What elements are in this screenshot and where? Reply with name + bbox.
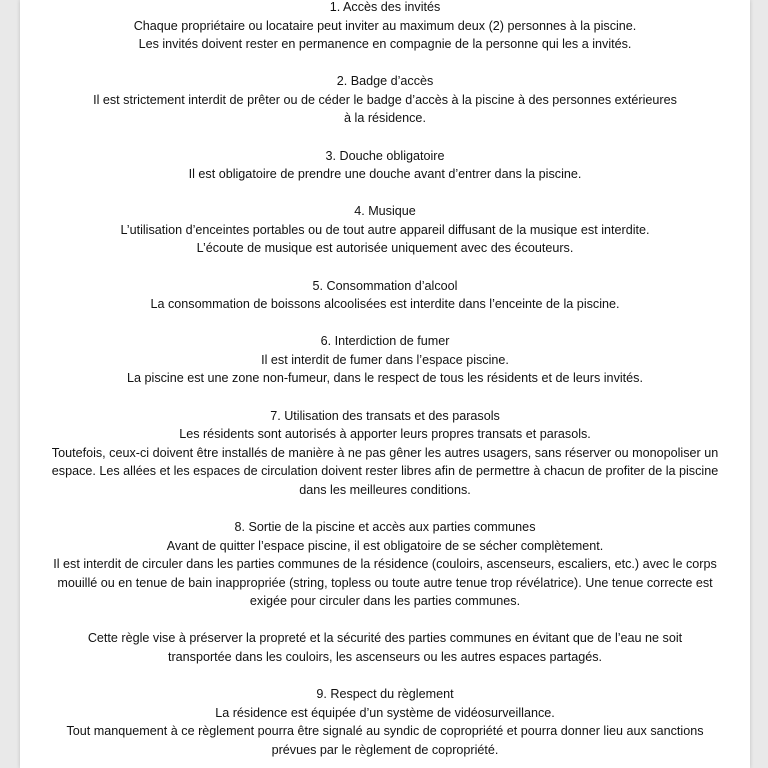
section-sunbeds-parasols (20, 407, 750, 500)
document-page (20, 0, 750, 768)
section-guest-access (20, 0, 750, 54)
section-title: 7. Utilisation des transats et des parasols (270, 408, 500, 423)
section-title: 1. Accès des invités (329, 0, 441, 14)
section-text: Avant de quitter l’espace piscine, il est obligatoire de se sécher complètement. (166, 538, 604, 553)
section-text: Les invités doivent rester en permanence en compagnie de la personne qui les a invités. (138, 37, 632, 52)
section-rule-purpose (20, 629, 750, 666)
section-text: Il est interdit de fumer dans l’espace piscine. (261, 352, 509, 367)
section-access-badge (20, 72, 750, 128)
section-text: La piscine est une zone non-fumeur, dans le respect de tous les résidents et de leurs invités. (127, 371, 643, 386)
section-text: Il est obligatoire de prendre une douche avant d’entrer dans la piscine. (188, 167, 582, 182)
section-title: 3. Douche obligatoire (325, 148, 445, 163)
section-music (20, 202, 750, 258)
section-pool-exit (20, 518, 750, 611)
section-title: 8. Sortie de la piscine et accès aux parties communes (234, 519, 536, 534)
section-compliance (20, 685, 750, 759)
section-text: Chaque propriétaire ou locataire peut inviter au maximum deux (2) personnes à la piscine. (133, 18, 637, 33)
section-shower (20, 147, 750, 184)
rules-document (20, 0, 750, 768)
section-text: Tout manquement à ce règlement pourra être signalé au syndic de copropriété et pourra donner lieu aux sanctions prévues par le règlement de copropriété. (66, 724, 704, 757)
section-title: 2. Badge d’accès (336, 74, 434, 89)
section-alcohol (20, 277, 750, 314)
section-text: La consommation de boissons alcoolisées est interdite dans l’enceinte de la piscine. (150, 297, 620, 312)
section-title: 5. Consommation d’alcool (312, 278, 458, 293)
section-smoking (20, 332, 750, 388)
section-text: Les résidents sont autorisés à apporter leurs propres transats et parasols. (179, 427, 591, 442)
section-text: Toutefois, ceux-ci doivent être installés de manière à ne pas gêner les autres usagers, sans réserver ou monopoliser un espace. Les allées et les espaces de circulation doivent rester libres afin de permettre à chacun de profiter de la piscine dans les meilleures conditions. (51, 445, 719, 497)
section-title: 4. Musique (354, 204, 416, 219)
section-title: 6. Interdiction de fumer (320, 334, 450, 349)
section-title: 9. Respect du règlement (316, 687, 454, 702)
section-text: Il est strictement interdit de prêter ou de céder le badge d’accès à la piscine à des personnes extérieures à la résidence. (93, 92, 677, 126)
section-text: Il est interdit de circuler dans les parties communes de la résidence (couloirs, ascenseurs, escaliers, etc.) avec le corps mouillé ou en tenue de bain inappropriée (string, topless ou toute autre tenue trop révélatrice). Une tenue correcte est exigée pour circuler dans les parties communes. (53, 557, 717, 609)
section-text: L’utilisation d’enceintes portables ou de tout autre appareil diffusant de la musique est interdite. (120, 222, 650, 237)
section-text: La résidence est équipée d’un système de vidéosurveillance. (215, 705, 555, 720)
section-text: Cette règle vise à préserver la propreté et la sécurité des parties communes en évitant que de l’eau ne soit transportée dans les couloirs, les ascenseurs ou les autres espaces partagés. (87, 631, 683, 665)
section-text: L’écoute de musique est autorisée uniquement avec des écouteurs. (196, 241, 574, 256)
